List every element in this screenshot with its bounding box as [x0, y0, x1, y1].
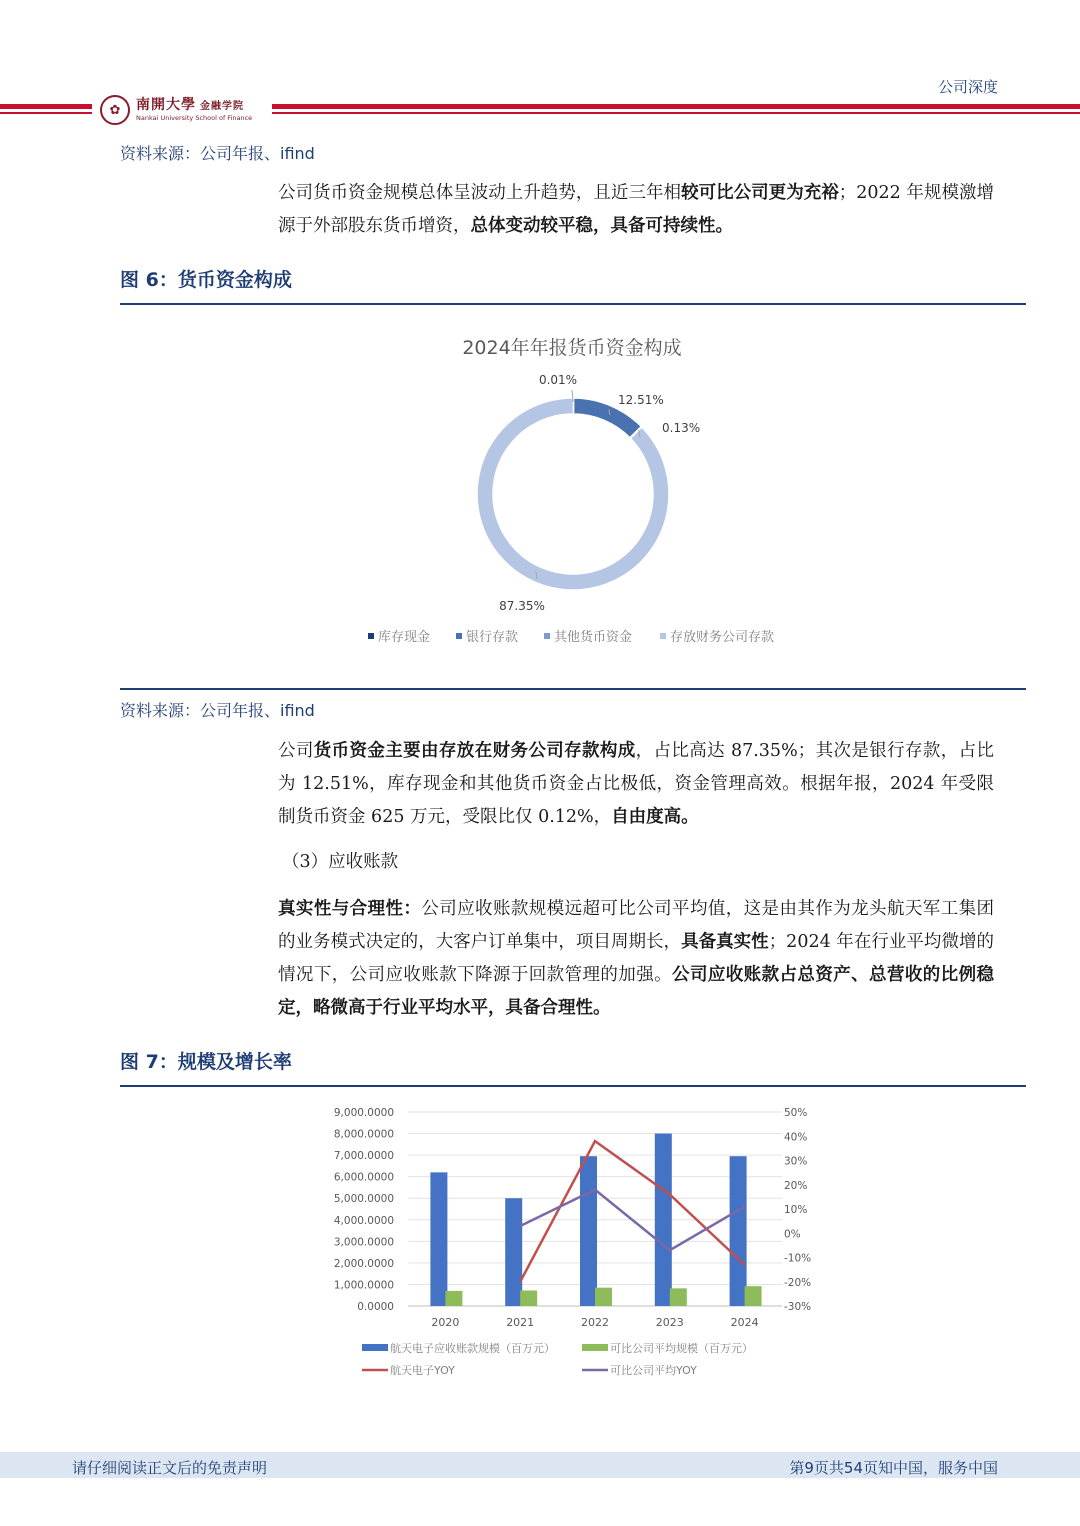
footer-disclaimer: 请仔细阅读正文后的免责声明 [72, 1459, 268, 1477]
logo-cn: 南開大學 [136, 97, 196, 114]
donut-legend [368, 629, 774, 645]
legend-swatch [362, 1344, 388, 1351]
legend-label: 存放财务公司存款 [670, 630, 775, 645]
bar [745, 1286, 762, 1306]
y2-tick-label: 30% [784, 1155, 808, 1168]
y-tick-label: 0.0000 [357, 1301, 394, 1313]
bar [505, 1198, 522, 1306]
y2-tick-label: -20% [784, 1276, 812, 1289]
legend-label: 银行存款 [466, 630, 519, 645]
subheading-receivables: （3）应收账款 [282, 852, 399, 872]
right-axis-ticks [784, 1107, 811, 1313]
legend-swatch [582, 1344, 608, 1351]
legend-swatch [660, 633, 666, 639]
series-line [520, 1141, 744, 1282]
figure6-donut-chart [340, 320, 810, 660]
y-tick-label: 4,000.0000 [333, 1214, 394, 1227]
paragraph-receivables: 真实性与合理性：公司应收账款规模远超可比公司平均值，这是由其作为龙头航天军工集团的业务模式决定的，大客户订单集中，项目周期长，具备真实性；2024 年在行业平均微增的情况下，公司应收账款下降源于回款管理的加强。公司应收账款占总资产、总营收的比例稳定，略微高于行业平均水平，具备合理性。 [278, 899, 995, 1018]
y2-tick-label: 10% [784, 1204, 808, 1216]
x-tick-label: 2023 [655, 1316, 684, 1329]
figure7-combo-chart [320, 1098, 820, 1388]
y-tick-label: 5,000.0000 [333, 1193, 394, 1206]
y2-tick-label: -30% [784, 1301, 812, 1313]
university-logo [100, 92, 270, 128]
legend-label: 航天电子应收账款规模（百万元） [390, 1342, 555, 1355]
donut-slices [477, 398, 669, 590]
source-note-mid: 资料来源：公司年报、ifind [120, 701, 315, 720]
seal-icon: ✿ [100, 95, 130, 125]
x-tick-label: 2020 [431, 1316, 460, 1329]
legend-label: 可比公司平均YOY [610, 1364, 697, 1377]
x-tick-label: 2022 [581, 1316, 609, 1329]
legend-swatch [544, 633, 550, 639]
legend-label: 航天电子YOY [390, 1364, 455, 1377]
left-axis-ticks [334, 1107, 394, 1313]
y2-tick-label: 0% [784, 1228, 801, 1241]
y-tick-label: 9,000.0000 [333, 1107, 394, 1119]
y2-tick-label: 40% [784, 1131, 808, 1144]
legend-swatch [368, 633, 374, 639]
paragraph-cash-trend: 公司货币资金规模总体呈波动上升趋势，且近三年相较可比公司更为充裕；2022 年规模激增源于外部股东货币增资，总体变动较平稳，具备可持续性。 [278, 183, 995, 236]
bar [520, 1290, 537, 1306]
figure6-title: 图 6：货币资金构成 [120, 269, 292, 291]
bar [580, 1156, 597, 1306]
figure7-top-rule [120, 1085, 1026, 1087]
y-tick-label: 6,000.0000 [333, 1171, 394, 1184]
y2-tick-label: 20% [784, 1179, 808, 1192]
combo-legend [362, 1341, 753, 1377]
figure6-chart-title: 2024年年报货币资金构成 [462, 337, 682, 359]
section-tag: 公司深度 [937, 78, 998, 96]
legend-swatch [456, 633, 462, 639]
header-rule-right [272, 104, 1080, 109]
y-tick-label: 1,000.0000 [333, 1279, 394, 1292]
bar [445, 1291, 462, 1306]
footer-page-info: 第9页共54页知中国，服务中国 [789, 1459, 998, 1477]
line-marks [520, 1141, 744, 1282]
figure6-bottom-rule [120, 688, 1026, 690]
source-note-top: 资料来源：公司年报、ifind [120, 144, 315, 163]
slice-label: 0.01% [538, 373, 578, 387]
y2-tick-label: -10% [784, 1252, 812, 1265]
y-tick-label: 3,000.0000 [333, 1236, 394, 1249]
y-tick-label: 7,000.0000 [333, 1150, 394, 1163]
figure6-top-rule [120, 303, 1026, 305]
slice-label: 12.51% [618, 393, 664, 407]
legend-label: 可比公司平均规模（百万元） [610, 1342, 753, 1355]
x-tick-label: 2021 [506, 1316, 535, 1329]
legend-label: 库存现金 [378, 630, 431, 645]
x-tick-label: 2024 [730, 1316, 759, 1329]
slice-label: 0.13% [662, 421, 701, 435]
header-rule-left [0, 104, 92, 109]
y-tick-label: 8,000.0000 [333, 1128, 394, 1141]
legend-label: 其他货币资金 [554, 630, 633, 645]
figure7-title: 图 7：规模及增长率 [120, 1051, 292, 1073]
slice-label: 87.35% [499, 599, 545, 613]
paragraph-cash-composition: 公司货币资金主要由存放在财务公司存款构成，占比高达 87.35%；其次是银行存款，占比为 12.51%，库存现金和其他货币资金占比极低，资金管理高效。根据年报，2024 年受限制货币资金 625 万元，受限比仅 0.12%，自由度高。 [278, 741, 995, 827]
y2-tick-label: 50% [784, 1107, 808, 1119]
bar [670, 1288, 687, 1306]
y-tick-label: 2,000.0000 [333, 1257, 394, 1270]
logo-en: Nankai University School of Finance [136, 114, 253, 123]
header-rule-left-thin [0, 112, 92, 114]
bar [430, 1172, 447, 1306]
bar [730, 1156, 747, 1306]
x-axis-ticks [431, 1316, 758, 1329]
header-rule-right-thin [272, 112, 1080, 114]
logo-school: 金融学院 [200, 101, 244, 113]
bar [595, 1288, 612, 1306]
bar [655, 1134, 672, 1306]
